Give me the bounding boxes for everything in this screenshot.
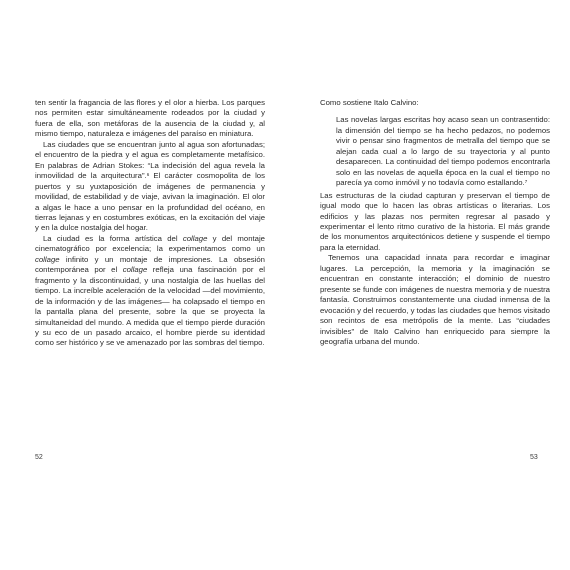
collage-italic-1: collage — [182, 233, 208, 243]
collage-text-3: infinito y un montaje de impresiones. La obsesión contemporánea por el — [35, 254, 265, 275]
paragraph-collage — [35, 234, 265, 349]
collage-italic-2: collage — [35, 254, 60, 264]
footnote-ref-7: 7 — [524, 179, 528, 185]
page-number-left: 52 — [35, 454, 43, 461]
page-number-right: 53 — [530, 454, 538, 461]
water-cities-text-1: Las ciudades que se encuentran junto al agua son afortunadas; el encuentro de la piedra y el agua es completamente metafísico. En palabras de Adrian Stokes: “La indecisión del agua revela la inmovilidad de la arquitectura”. — [35, 139, 265, 181]
quote-text — [336, 115, 550, 188]
block-quote-calvino — [336, 115, 550, 188]
collage-italic-3: collage — [122, 265, 148, 275]
footnote-ref-6: 6 — [146, 172, 150, 178]
paragraph-structures: Las estructuras de la ciudad capturan y preservan el tiempo de igual modo que lo hacen las obras artísticas o literarias. Los edificios y las plazas nos permiten regresar al pasado y experimentar el lento ritmo curativo de la historia. El más grande de los monumentos arquitectónicos detiene y suspende el tiempo para la eternidad. — [320, 190, 550, 252]
water-cities-text-2: El carácter cosmopolita de los puertos y su yuxtaposición de imágenes de permanencia y movilidad, de estabilidad y de viaje, avivan la imaginación. El olor a algas le hace a uno pensar en la profundidad del océano, en tierras lejanas y en costumbres exóticas, en la excitación del viaje y en la dulce nostalgia del hogar. — [35, 171, 265, 233]
paragraph-parks: ten sentir la fragancia de las flores y el olor a hierba. Los parques nos permiten estar simultáneamente rodeados por la ciudad y fuera de ella, son metáforas de la ausencia de la ciudad y, al mismo tiempo, naturaleza e imágenes del paraíso en miniatura. — [35, 98, 265, 139]
collage-text-4: refleja una fascinación por el fragmento y la discontinuidad, y una nostalgia de las huellas del tiempo. La increíble aceleración de la velocidad —del movimiento, de la información y de las imágenes— ha colapsado el tiempo en la pantalla plana del presente, sobre la que se proyecta la simultaneidad del mundo. A medida que el tiempo pierde duración y su eco de un pasado arcaico, el hombre pierde su identidad como ser histórico y se ve amenazado por las sombras del tiempo. — [35, 265, 265, 348]
collage-text-1: La ciudad es la forma artística del — [43, 233, 183, 243]
left-page-body — [35, 98, 265, 349]
right-page-body — [320, 98, 550, 347]
quote-body: Las novelas largas escritas hoy acaso sean un contrasentido: la dimensión del tiempo se ha hecho pedazos, no podemos vivir o pensar sino fragmentos de metralla del tiempo que se alejan cada cual a lo largo de su trayectoria y al punto desaparecen. La continuidad del tiempo podemos encontrarla solo en las novelas de aquella época en la cual el tiempo no parecía ya como inmóvil y no todavía como estallando. — [336, 115, 550, 188]
paragraph-water-cities — [35, 140, 265, 234]
collage-text-2: y del montaje cinematográfico por excelencia; la experimentamos como un — [35, 233, 265, 254]
paragraph-memory: Tenemos una capacidad innata para recordar e imaginar lugares. La percepción, la memoria y la imaginación se encuentran en constante interacción; el dominio de nuestro presente se funde con imágenes de nuestra memoria y de nuestra fantasía. Construimos constantemente una ciudad inmensa de la evocación y del recuerdo, y todas las ciudades que hemos visitado son recintos de esa metrópolis de la mente. Las “ciudades invisibles” de Italo Calvino han enriquecido para siempre la geografía urbana del mundo. — [320, 253, 550, 346]
calvino-intro: Como sostiene Italo Calvino: — [320, 98, 419, 107]
